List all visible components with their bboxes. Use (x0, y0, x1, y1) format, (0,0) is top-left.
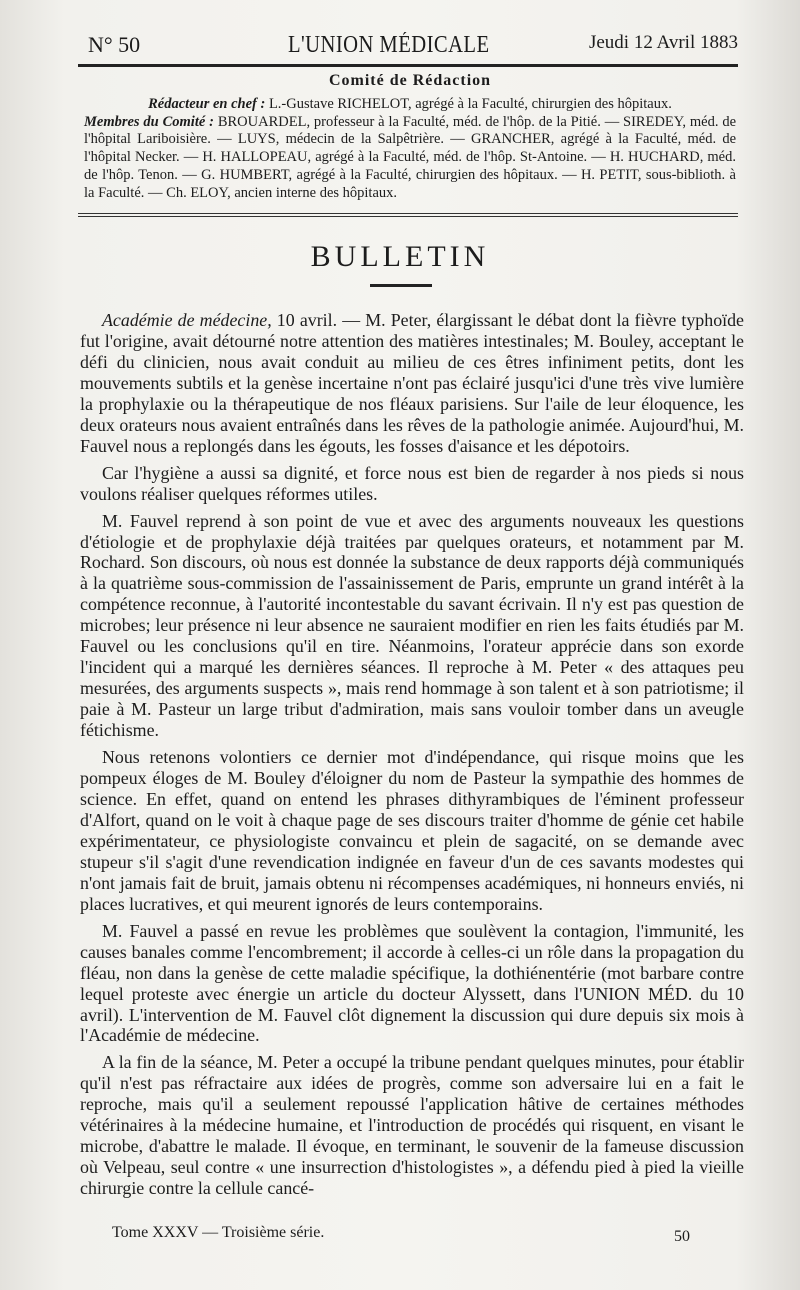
paragraph-lead: Académie de médecine, (102, 310, 272, 330)
running-header (88, 28, 738, 62)
header-rule (78, 64, 738, 67)
editor-in-chief-line (84, 96, 736, 114)
paragraph-text: 10 avril. — M. Peter, élargissant le débat dont la fièvre typhoïde fut l'origine, avait détourné notre attention des matières intestinales; M. Bouley, acceptant le défi du clinicien, nous avait conduit au milieu de ces êtres infiniment petits, dont les mouvements subtils et la genèse incertaine n'ont pas éclairé jusqu'ici d'une très vive lumière la prophylaxie ou la thérapeutique de nos fléaux parisiens. Sur l'aile de leur éloquence, les deux orateurs nous avaient entraînés dans les rêves de la pathologie animée. Aujourd'hui, M. Fauvel nous a replongés dans les égouts, les fosses d'aisance et les dépotoirs. (80, 310, 744, 456)
section-title: BULLETIN (310, 240, 490, 273)
paragraph (80, 921, 744, 1047)
paragraph-text: A la fin de la séance, M. Peter a occupé la tribune pendant quelques minutes, pour établir qu'il n'est pas réfractaire aux idées de progrès, comme son adversaire lui en a fait le reproche, mais qu'il a seulement repoussé l'application hâtive de certaines méthodes vétérinaires à la médecine humaine, et l'introduction de procédés qui risquent, en visant le microbe, d'abattre le malade. Il évoque, en terminant, le souvenir de la fameuse discussion où Velpeau, seul contre « une insurrection d'histologistes », a défendu pied à pied la vieille chirurgie contre la cellule cancé- (80, 1052, 744, 1199)
paragraph-text: M. Fauvel a passé en revue les problèmes que soulèvent la contagion, l'immunité, les causes banales comme l'encombrement; il accorde à celles-ci un rôle dans la propagation du fléau, non dans la genèse de cette maladie spécifique, la dothiénentérie (mot barbare contre lequel proteste avec énergie un article du docteur Alyssett, dans l'UNION MÉD. du 10 avril). L'intervention de M. Fauvel clôt dignement la discussion qui dure depuis six mois à l'Académie de médecine. (80, 920, 744, 1046)
journal-title: L'UNION MÉDICALE (288, 32, 490, 58)
paragraph (80, 310, 744, 457)
paragraph-text: Car l'hygiène a aussi sa dignité, et force nous est bien de regarder à nos pieds si nous voulons réaliser quelques réformes utiles. (80, 462, 744, 504)
volume-series: Tome XXXV — Troisième série. (112, 1224, 325, 1241)
editor-text: L.-Gustave RICHELOT, agrégé à la Faculté, chirurgien des hôpitaux. (265, 95, 672, 112)
members-text: BROUARDEL, professeur à la Faculté, méd. de l'hôp. de la Pitié. — SIREDEY, méd. de l'hôpital Lariboisière. — LUYS, médecin de la Salpêtrière. — GRANCHER, agrégé à la Faculté, méd. de l'hôpital Necker. — H. HALLOPEAU, agrégé à la Faculté, méd. de l'hôp. St-Antoine. — H. HUCHARD, méd. de l'hôp. Tenon. — G. HUMBERT, agrégé à la Faculté, chirurgien des hôpitaux. — H. PETIT, sous-biblioth. à la Faculté. — Ch. ELOY, ancien interne des hôpitaux. (84, 113, 736, 201)
members-label: Membres du Comité : (84, 113, 214, 130)
committee-rule-bottom (78, 216, 738, 217)
paragraph (80, 1052, 744, 1199)
paragraph (80, 511, 744, 741)
page-footer (112, 1224, 690, 1248)
section-title-rule (370, 284, 432, 287)
committee-members-line (84, 114, 736, 203)
editorial-committee (84, 72, 736, 203)
paragraph-text: Nous retenons volontiers ce dernier mot d'indépendance, qui risque moins que les pompeux éloges de M. Bouley d'éloigner du nom de Pasteur la sympathie des hommes de science. En effet, quand on entend les phrases dithyrambiques de l'éminent professeur d'Alfort, quand on le voit à chaque page de ses discours traiter d'homme de génie cet habile expérimentateur, ce physiologiste convaincu et plein de sagacité, on se demande avec stupeur s'il s'agit d'une revendication indignée en faveur d'un de ces savants modestes qui n'ont jamais fait de bruit, jamais obtenu ni récompenses académiques, ni honneurs enviés, ni places lucratives, et qui meurent ignorés de leurs contemporains. (80, 747, 744, 914)
paragraph-text: M. Fauvel reprend à son point de vue et avec des arguments nouveaux les questions d'étiologie et de prophylaxie déjà traitées par quelques orateurs, et notamment par M. Rochard. Son discours, où nous est donnée la substance de deux rapports déjà communiqués à la quatrième sous-commission de l'assainissement de Paris, emprunte un grand intérêt à la compétence reconnue, à l'autorité incontestable du savant écrivain. Il n'y est pas question de microbes; leur présence ni leur absence ne sauraient modifier en rien les faits étudiés par M. Fauvel ou les conclusions qu'il en tire. Néanmoins, l'orateur apprécie dans son exorde l'incident qui a marqué les dernières séances. Il reproche à M. Peter « des attaques peu mesurées, des arguments suspects », mais rend hommage à son talent et à son patriotisme; il paie à M. Pasteur un large tribut d'admiration, mais sans vouloir tomber dans un aveugle fétichisme. (80, 510, 744, 741)
editor-label: Rédacteur en chef : (148, 95, 266, 112)
issue-number: N° 50 (88, 32, 141, 57)
paragraph (80, 463, 744, 505)
issue-date: Jeudi 12 Avril 1883 (588, 32, 738, 53)
article-body (80, 310, 744, 1205)
committee-rule-top (78, 213, 738, 214)
committee-title: Comité de Rédaction (328, 72, 492, 89)
page-number: 50 (674, 1228, 690, 1245)
paragraph (80, 747, 744, 915)
